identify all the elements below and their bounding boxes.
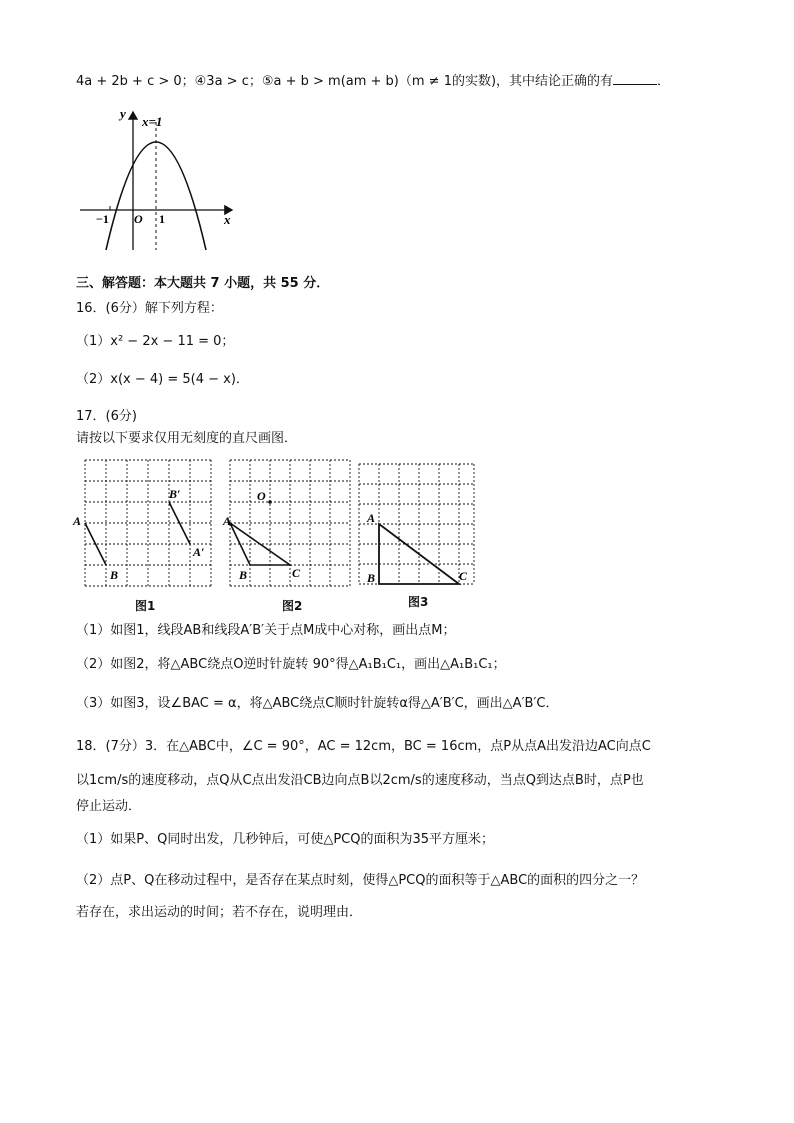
grid-figure-1 [70,458,215,588]
origin-label: O [134,212,143,226]
figure-2-caption: 图2 [282,599,303,613]
q15-end-mark: ． [657,74,671,89]
fig1-label-Bp: B′ [169,487,181,501]
q18-part2-continued: 若存在，求出运动的时间；若不存在，说明理由． [76,905,363,920]
section-heading: 三、解答题：本大题共 7 小题，共 55 分． [76,276,330,291]
y-axis-label: y [120,106,126,121]
answer-blank [613,72,657,85]
q18-line2: 以1cm/s的速度移动，点Q从C点出发沿CB边向点B以2cm/s的速度移动，当点Q到达点B时，点P也 [76,773,644,788]
fig3-label-B: B [367,571,376,585]
q18-part1: （1）如果P、Q同时出发，几秒钟后，可使△PCQ的面积为35平方厘米； [76,832,495,847]
q16-part2: （2）x(x − 4) = 5(4 − x)． [76,372,249,387]
fig2-label-O: O [257,489,266,503]
fig1-label-A: A [73,514,82,528]
q15-statement-line [76,72,670,91]
figure-1-caption: 图1 [135,599,156,613]
symmetry-axis-label: x=1 [142,114,163,129]
q18-part2: （2）点P、Q在移动过程中，是否存在某点时刻，使得△PCQ的面积等于△ABC的面积的四分之一？ [76,873,645,888]
fig3-label-A: A [367,511,376,525]
q18-line3: 停止运动． [76,799,142,814]
fig1-label-Ap: A′ [193,545,205,559]
tick-label-1: 1 [159,212,165,226]
fig3-label-C: C [459,569,468,583]
tick-label-neg1: −1 [96,212,109,226]
grid-figure-3 [356,458,478,588]
q18-line1: 18．(7分）3．在△ABC中，∠C = 90°，AC = 12cm，BC = 16cm，点P从点A出发沿边AC向点C [76,739,651,754]
fig2-label-A: A [223,514,232,528]
q17-part2: （2）如图2，将△ABC绕点O逆时针旋转 90°得△A₁B₁C₁，画出△A₁B₁C₁； [76,657,506,672]
q17-intro: 请按以下要求仅用无刻度的直尺画图． [76,431,298,446]
fig2-label-C: C [292,566,301,580]
grid-figure-2 [224,458,354,588]
q17-part3: （3）如图3，设∠BAC = α，将△ABC绕点C顺时针旋转α得△A′B′C，画出△A′B′C． [76,696,559,711]
q17-header: 17．(6分) [76,409,137,424]
fig2-label-B: B [239,568,248,582]
q17-part1: （1）如图1，线段AB和线段A′B′关于点M成中心对称，画出点M； [76,623,456,638]
q16-part1: （1）x² − 2x − 11 = 0； [76,334,235,349]
parabola-graph [76,104,246,254]
x-axis-label: x [224,212,231,227]
fig1-label-B: B [110,568,119,582]
q15-statement-text: 4a + 2b + c > 0；④3a > c；⑤a + b > m(am + b)（m ≠ 1的实数)，其中结论正确的有 [76,74,614,89]
point-O [268,500,272,504]
q16-header: 16．(6分）解下列方程： [76,301,223,316]
figure-3-caption: 图3 [408,595,429,609]
